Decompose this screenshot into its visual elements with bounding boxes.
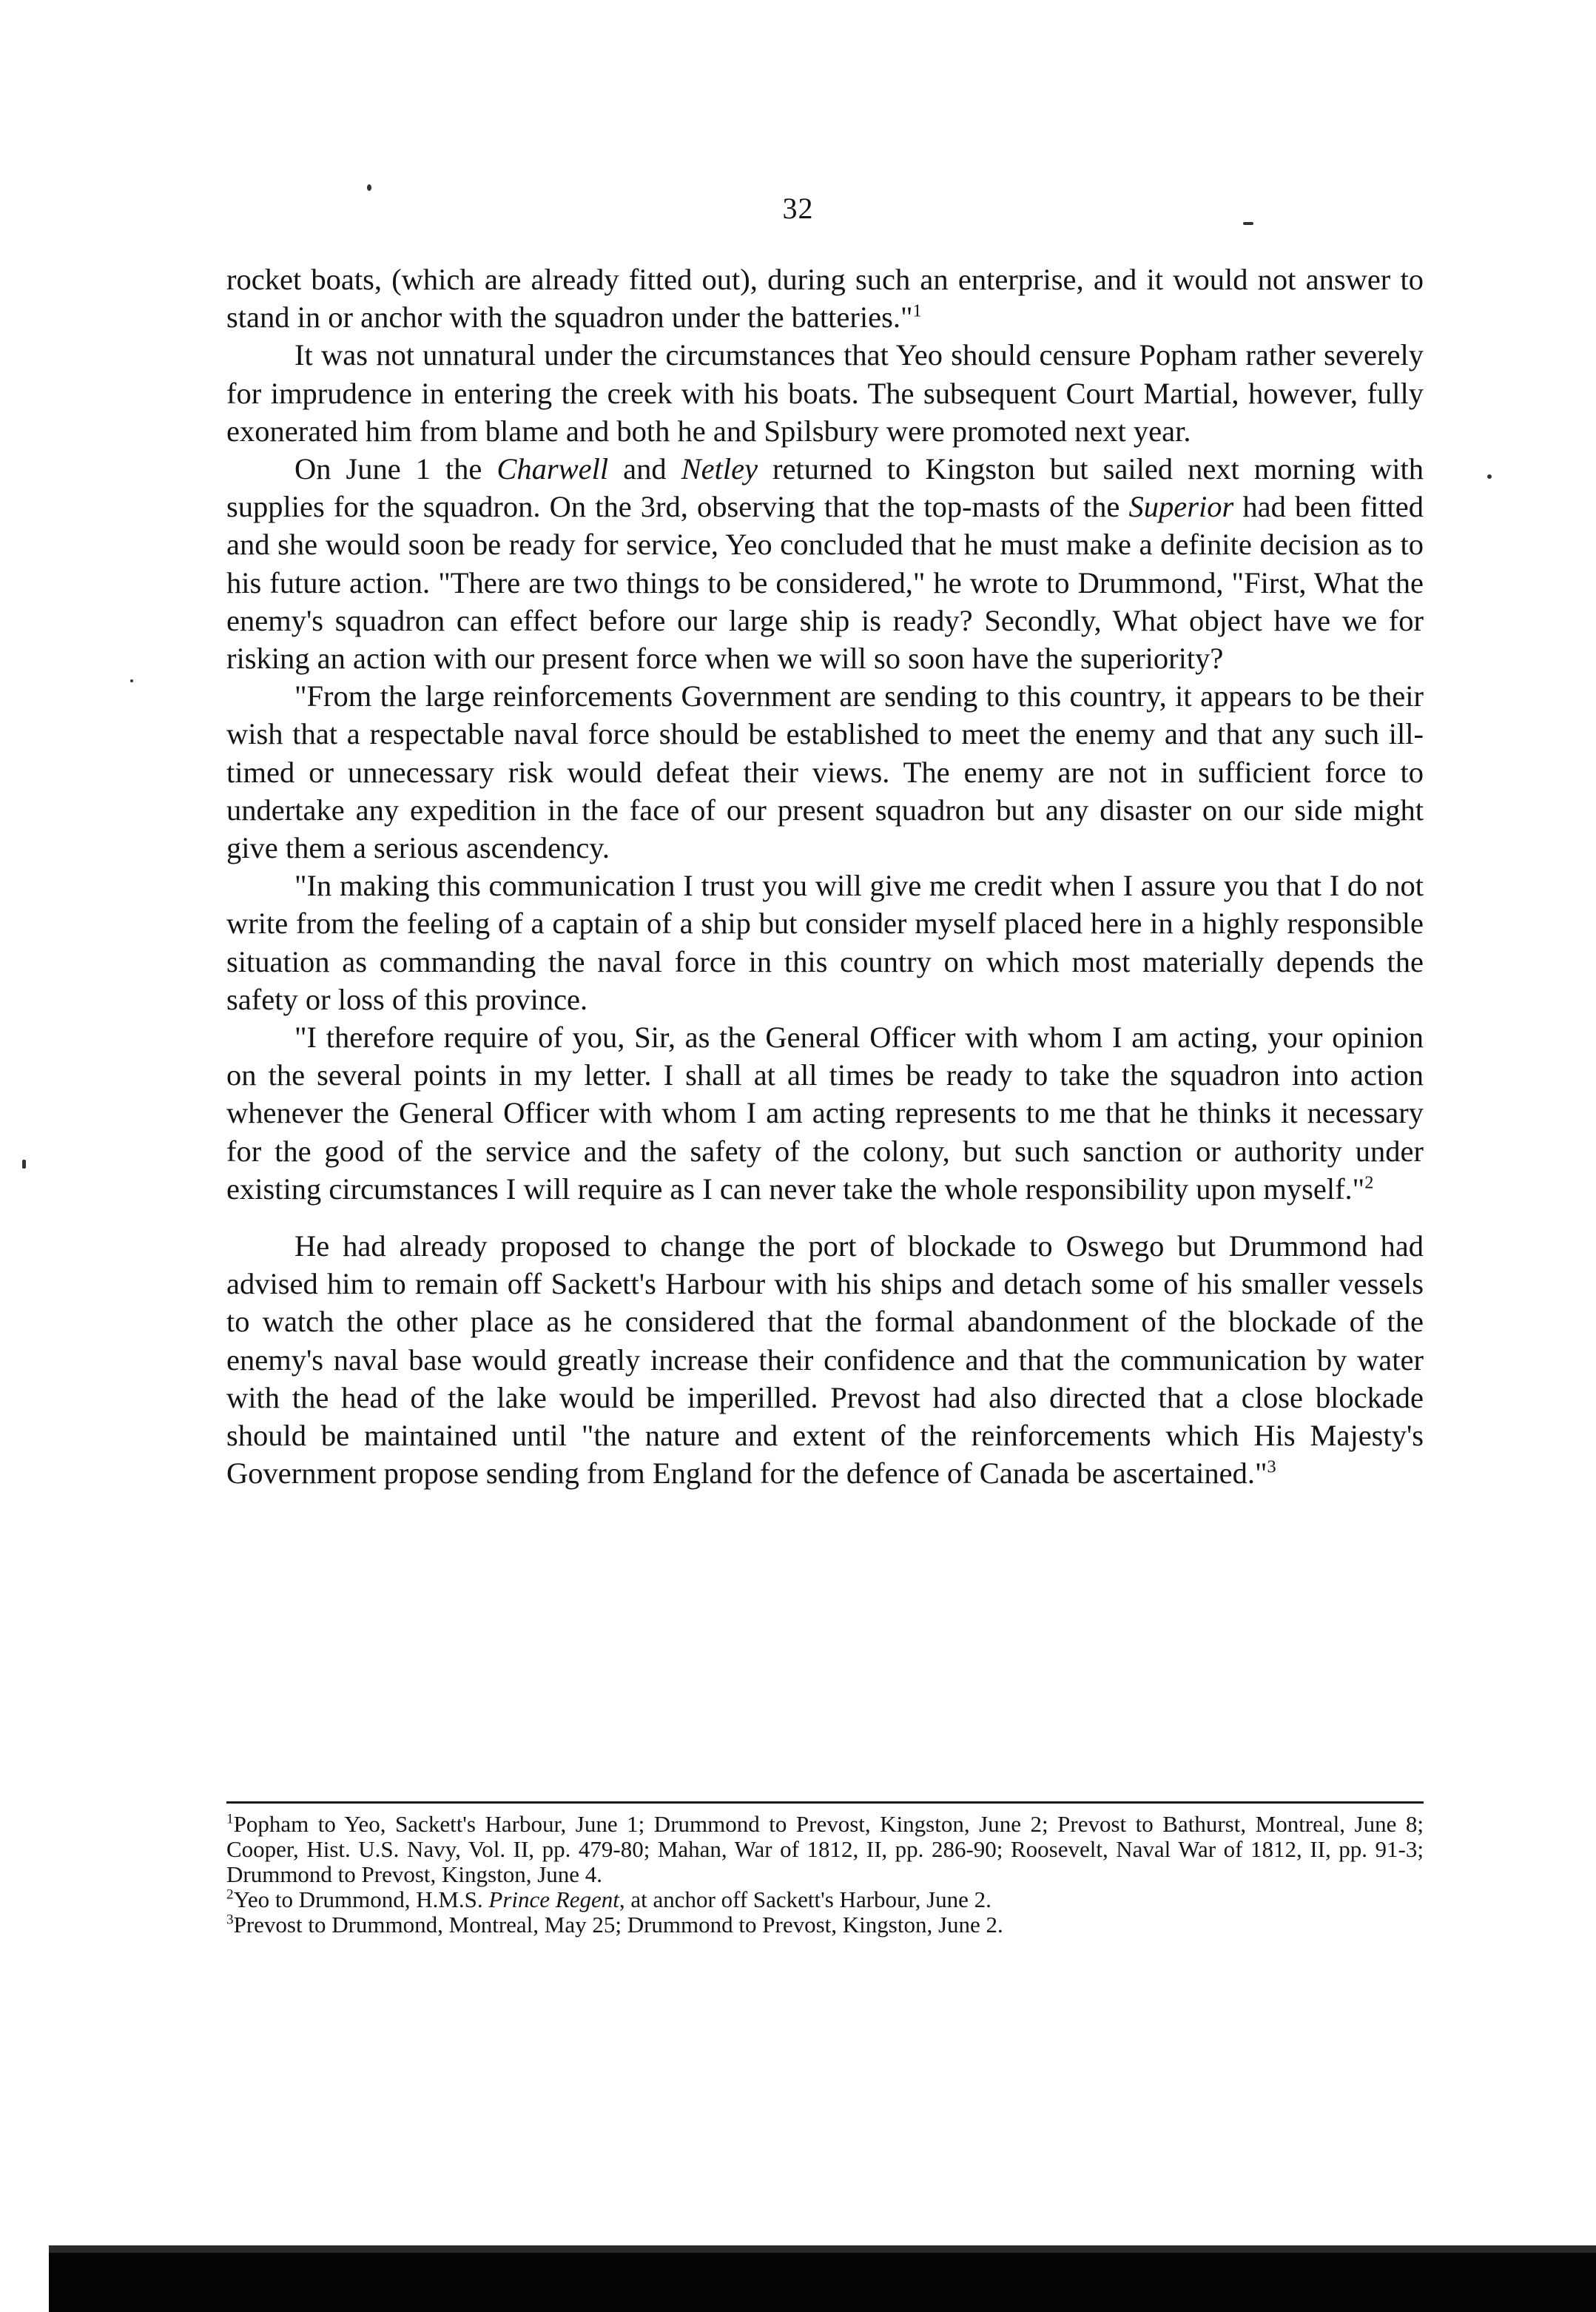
text-run: , at anchor off Sackett's Harbour, June 2. bbox=[619, 1886, 991, 1912]
page-number: 32 bbox=[782, 192, 814, 225]
text-run: "From the large reinforcements Government are sending to this country, it appears to be their wish that a respectable naval force should be established to meet the enemy and that any such ill-timed or unnecessary risk would defeat their views. The enemy are not in sufficient force to undertake any expedition in the face of our present squadron but any disaster on our side might give them a serious ascendency. bbox=[226, 679, 1424, 865]
scan-border-top bbox=[49, 2245, 1596, 2253]
text-run: He had already proposed to change the port of blockade to Oswego but Drummond had advised him to remain off Sackett's Harbour with his ships and detach some of his smaller vessels to watch the other place as he considered that the formal abandonment of the blockade of the enemy's naval base would greatly increase their confidence and that the communication by water with the head of the lake would be imperilled. Prevost had also directed that a close blockade should be maintained until "the nature and extent of the reinforcements which His Majesty's Government propose sending from England for the defence of Canada be ascertained." bbox=[226, 1229, 1424, 1491]
paragraph bbox=[226, 677, 1424, 867]
italic-title: Charwell bbox=[496, 452, 609, 486]
paragraph bbox=[226, 1018, 1424, 1208]
paragraph bbox=[226, 261, 1424, 336]
italic-title: Superior bbox=[1128, 490, 1234, 524]
paragraph bbox=[226, 336, 1424, 450]
footnote-marker: 1 bbox=[226, 1811, 234, 1827]
scan-speck bbox=[22, 1160, 26, 1169]
paragraph bbox=[226, 867, 1424, 1018]
text-run: It was not unnatural under the circumstances that Yeo should censure Popham rather severely for imprudence in entering the creek with his boats. The subsequent Court Martial, however, fully exonerated him from blame and both he and Spilsbury were promoted next year. bbox=[226, 338, 1424, 448]
footnotes bbox=[226, 1812, 1424, 1938]
paragraph bbox=[226, 450, 1424, 677]
text-run: "I therefore require of you, Sir, as the General Officer with whom I am acting, your opinion on the several points in my letter. I shall at all times be ready to take the squadron into action whenever the General Officer with whom I am acting represents to me that he thinks it necessary for the good of the service and the safety of the colony, but such sanction or authority under existing circumstances I will require as I can never take the whole responsibility upon myself." bbox=[226, 1021, 1424, 1206]
scan-speck bbox=[1487, 474, 1492, 479]
text-run: On June 1 the bbox=[294, 452, 497, 486]
text-run: "In making this communication I trust you will give me credit when I assure you that I do not write from the feeling of a captain of a ship but consider myself placed here in a highly responsible situation as commanding the naval force in this country on which most materially depends the safety or loss of this province. bbox=[226, 869, 1424, 1016]
paragraph bbox=[226, 1227, 1424, 1492]
italic-title: Netley bbox=[681, 452, 758, 486]
footnote bbox=[226, 1812, 1424, 1887]
text-run: Popham to Yeo, Sackett's Harbour, June 1; Drummond to Prevost, Kingston, June 2; Prevost to Bathurst, Montreal, June 8; Cooper, Hist. U.S. Navy, Vol. II, pp. 479-80; Mahan, War of 1812, II, pp. 286-90; Roosevelt, Naval War of 1812, II, pp. 91-3; Drummond to Prevost, Kingston, June 4. bbox=[226, 1811, 1424, 1887]
footnote bbox=[226, 1912, 1424, 1938]
scan-speck bbox=[130, 679, 133, 682]
footnote-marker: 2 bbox=[1364, 1172, 1374, 1193]
text-run: and bbox=[608, 452, 681, 486]
footnote bbox=[226, 1887, 1424, 1912]
body-text bbox=[226, 261, 1424, 1493]
italic-title: Prince Regent bbox=[488, 1886, 619, 1912]
footnote-marker: 1 bbox=[912, 300, 922, 321]
scan-speck bbox=[367, 184, 371, 191]
footnote-marker: 3 bbox=[1267, 1456, 1276, 1477]
text-run: had been fitted and she would soon be ready for service, Yeo concluded that he must make a definite decision as to his future action. "There are two things to be considered," he wrote to Drummond, "First, What the enemy's squadron can effect before our large ship is ready? Secondly, What object have we for risking an action with our present force when we will so soon have the superiority? bbox=[226, 490, 1424, 676]
footnote-marker: 2 bbox=[226, 1886, 234, 1903]
scan-border bbox=[49, 2253, 1596, 2312]
text-run: Prevost to Drummond, Montreal, May 25; Drummond to Prevost, Kingston, June 2. bbox=[233, 1912, 1003, 1938]
footnote-marker: 3 bbox=[226, 1912, 234, 1928]
text-run: Yeo to Drummond, H.M.S. bbox=[233, 1886, 489, 1912]
text-run: rocket boats, (which are already fitted out), during such an enterprise, and it would not answer to stand in or anchor with the squadron under the batteries." bbox=[226, 263, 1424, 335]
text-run: returned to Kingston but sailed next morning with supplies for the squadron. On the 3rd, observing that the top-masts of the bbox=[226, 452, 1424, 524]
footnote-rule bbox=[226, 1801, 1424, 1804]
